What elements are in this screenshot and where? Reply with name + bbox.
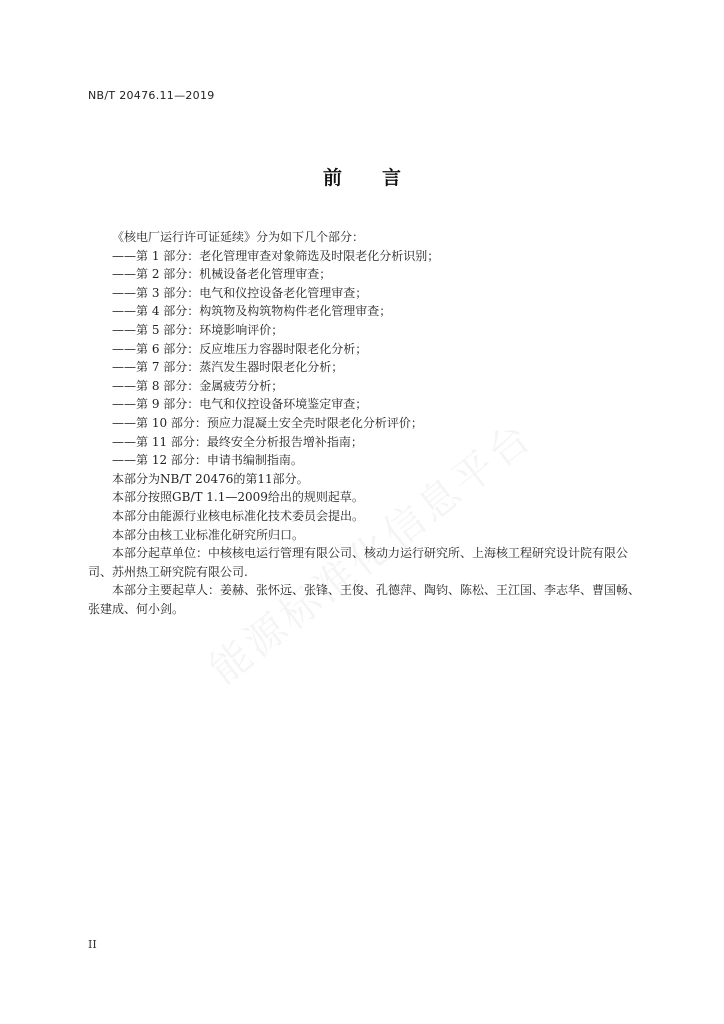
part-list-item: ——第 6 部分：反应堆压力容器时限老化分析； (112, 341, 368, 356)
page-title (0, 163, 724, 190)
part-list-item: ——第 1 部分：老化管理审查对象筛选及时限老化分析识别； (112, 248, 440, 263)
part-list-item: ——第 9 部分：电气和仪控设备环境鉴定审查； (112, 397, 368, 412)
drafting-units-paragraph: 本部分起草单位：中核核电运行管理有限公司、核动力运行研究所、上海核工程研究设计院有限公司、苏州热工研究院有限公司. (88, 546, 629, 579)
intro-paragraph: 《核电厂运行许可证延续》分为如下几个部分： (112, 230, 365, 244)
proposer-paragraph: 本部分由能源行业核电标准化技术委员会提出。 (112, 508, 365, 523)
page-number: II (88, 938, 97, 951)
standard-code: NB/T 20476.11—2019 (88, 89, 215, 102)
part-number-paragraph: 本部分为NB/T 20476的第11部分。 (112, 471, 309, 486)
drafting-rules-paragraph: 本部分按照GB/T 1.1—2009给出的规则起草。 (112, 490, 364, 505)
part-list-item: ——第 5 部分：环境影响评价； (112, 322, 284, 337)
centralized-management-paragraph: 本部分由核工业标准化研究所归口。 (112, 527, 305, 542)
title-char-1: 前 (322, 167, 342, 189)
part-list-item: ——第 8 部分：金属疲劳分析； (112, 378, 284, 393)
part-list-item: ——第 10 部分：预应力混凝土安全壳时限老化分析评价； (112, 415, 423, 430)
drafters-paragraph: 本部分主要起草人：姜赫、张怀远、张锋、王俊、孔德萍、陶钧、陈松、王江国、李志华、曹国畅、张建成、何小剑。 (88, 583, 641, 616)
part-list-item: ——第 2 部分：机械设备老化管理审查； (112, 267, 332, 282)
part-list-item: ——第 12 部分：申请书编制指南。 (112, 453, 303, 468)
title-char-2: 言 (382, 167, 402, 189)
part-list-item: ——第 4 部分：构筑物及构筑物构件老化管理审查； (112, 304, 392, 319)
document-body (88, 228, 648, 618)
part-list-item: ——第 11 部分：最终安全分析报告增补指南； (112, 434, 363, 449)
part-list-item: ——第 7 部分：蒸汽发生器时限老化分析； (112, 360, 344, 375)
part-list-item: ——第 3 部分：电气和仪控设备老化管理审查； (112, 285, 368, 300)
